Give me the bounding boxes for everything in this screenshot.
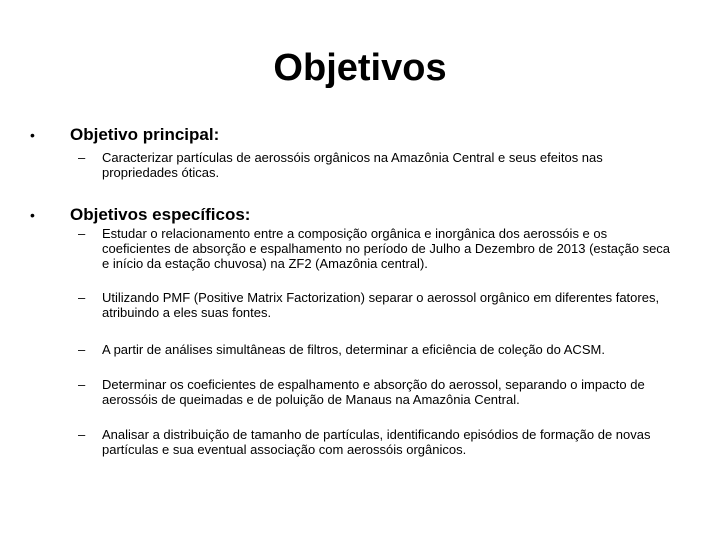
dash-marker: –: [78, 226, 86, 241]
bullet-dot: •: [30, 207, 35, 223]
sub-item-text: Determinar os coeficientes de espalhamento e absorção do aerossol, separando o impacto de aerossóis de queimadas e de poluição de Manaus na Amazônia Central.: [102, 377, 645, 407]
slide-title: Objetivos: [273, 47, 447, 89]
sub-item: [78, 226, 678, 271]
dash-marker: –: [78, 290, 86, 305]
sub-item-text: Estudar o relacionamento entre a composição orgânica e inorgânica dos aerossóis e os coeficientes de absorção e espalhamento no período de Julho a Dezembro de 2013 (estação seca e início da estação chuvosa) na ZF2 (Amazônia central).: [102, 226, 671, 271]
sub-item: [78, 377, 678, 407]
dash-marker: –: [78, 150, 86, 165]
sub-item: [78, 150, 678, 180]
sub-item-text: Utilizando PMF (Positive Matrix Factorization) separar o aerossol orgânico em diferentes fatores, atribuindo a eles suas fontes.: [102, 290, 660, 320]
sub-item: [78, 342, 678, 357]
bullet-dot: •: [30, 127, 35, 143]
sub-item: [78, 427, 678, 457]
dash-marker: –: [78, 342, 86, 357]
sub-item-text: Caracterizar partículas de aerossóis orgânicos na Amazônia Central e seus efeitos nas propriedades óticas.: [102, 150, 603, 180]
sub-item: [78, 290, 678, 320]
sub-item-text: A partir de análises simultâneas de filtros, determinar a eficiência de coleção do ACSM.: [102, 342, 605, 357]
dash-marker: –: [78, 427, 86, 442]
sub-item-text: Analisar a distribuição de tamanho de partículas, identificando episódios de formação de novas partículas e sua eventual associação com aerossóis orgânicos.: [102, 427, 651, 457]
section-heading: Objetivo principal:: [70, 125, 220, 144]
section-heading: Objetivos específicos:: [70, 205, 251, 224]
dash-marker: –: [78, 377, 86, 392]
